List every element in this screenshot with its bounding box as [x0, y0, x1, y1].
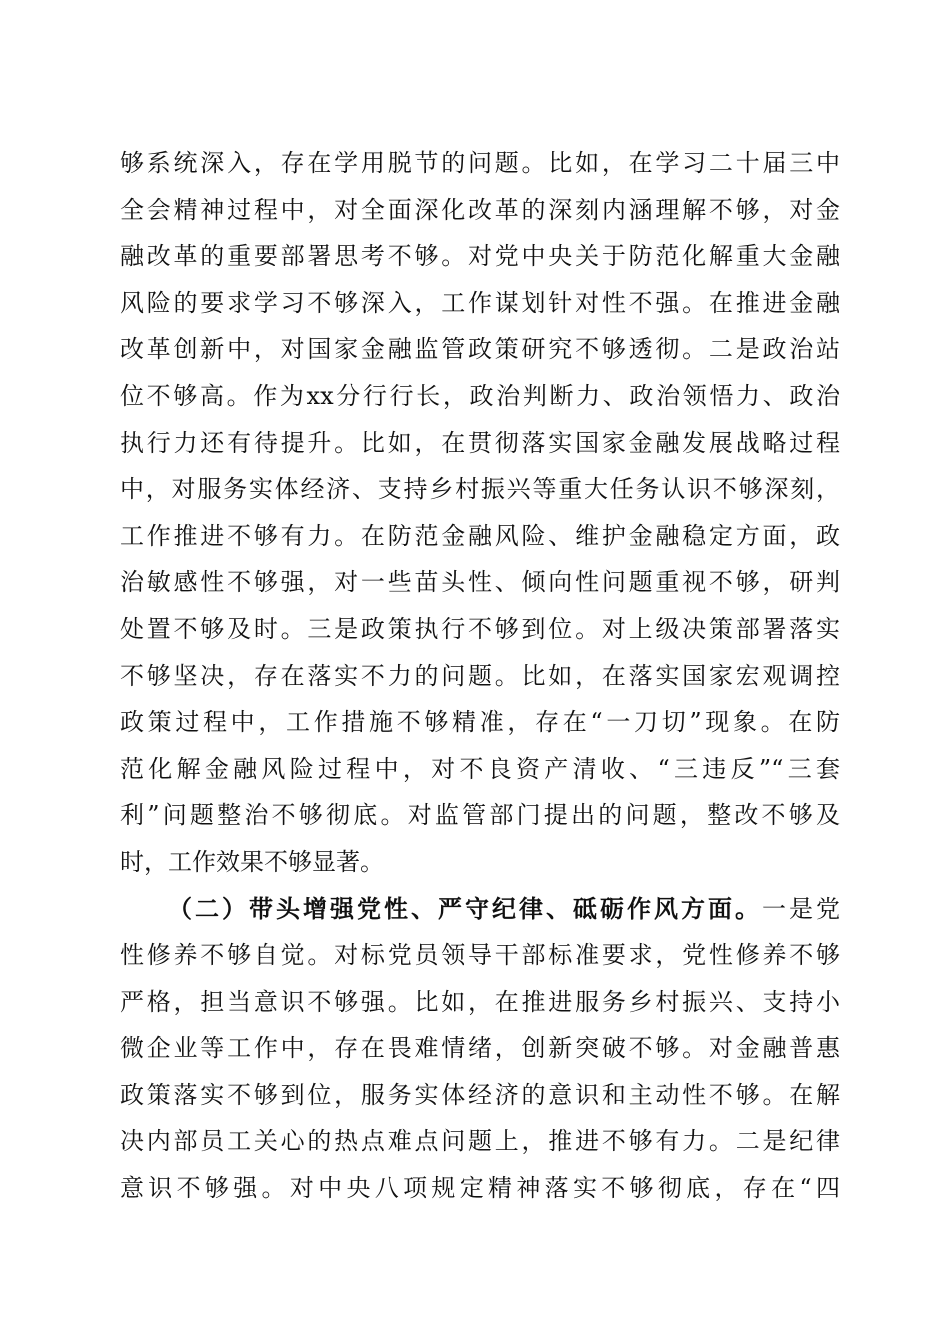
section-line-6: 意识不够强。对中央八项规定精神落实不够彻底，存在“四 [120, 1174, 840, 1203]
text-line-6: 位不够高。作为xx分行行长，政治判断力、政治领悟力、政治 [120, 381, 840, 410]
section-line-5: 决内部员工关心的热点难点问题上，推进不够有力。二是纪律 [120, 1127, 840, 1156]
text-line-7: 执行力还有待提升。比如，在贯彻落实国家金融发展战略过程 [120, 428, 840, 457]
document-body [120, 140, 840, 1212]
text-line-10: 治敏感性不够强，对一些苗头性、倾向性问题重视不够，研判 [120, 568, 840, 597]
section-heading: （二）带头增强党性、严守纪律、砥砺作风方面。 [168, 893, 762, 923]
text-line-12: 不够坚决，存在落实不力的问题。比如，在落实国家宏观调控 [120, 661, 840, 690]
text-line-4: 风险的要求学习不够深入，工作谋划针对性不强。在推进金融 [120, 288, 840, 317]
text-line-15: 利”问题整治不够彻底。对监管部门提出的问题，整改不够及 [120, 801, 840, 830]
section-first-line [120, 886, 840, 933]
text-line-13: 政策过程中，工作措施不够精准，存在“一刀切”现象。在防 [120, 708, 840, 737]
section-line-3: 微企业等工作中，存在畏难情绪，创新突破不够。对金融普惠 [120, 1034, 840, 1063]
section-line-4: 政策落实不够到位，服务实体经济的意识和主动性不够。在解 [120, 1080, 840, 1109]
text-line-1: 够系统深入，存在学用脱节的问题。比如，在学习二十届三中 [120, 149, 840, 177]
section-line-2: 严格，担当意识不够强。比如，在推进服务乡村振兴、支持小 [120, 987, 840, 1016]
text-line-5: 改革创新中，对国家金融监管政策研究不够透彻。二是政治站 [120, 335, 840, 364]
text-line-2: 全会精神过程中，对全面深化改革的深刻内涵理解不够，对金 [120, 195, 840, 224]
text-line-16: 时，工作效果不够显著。 [120, 847, 384, 876]
text-line-14: 范化解金融风险过程中，对不良资产清收、“三违反”“三套 [120, 754, 840, 783]
text-line-8: 中，对服务实体经济、支持乡村振兴等重大任务认识不够深刻， [120, 475, 840, 504]
text-line-11: 处置不够及时。三是政策执行不够到位。对上级决策部署落实 [120, 614, 840, 643]
text-line-3: 融改革的重要部署思考不够。对党中央关于防范化解重大金融 [120, 242, 840, 271]
text-line-9: 工作推进不够有力。在防范金融风险、维护金融稳定方面，政 [120, 521, 840, 550]
section-first-line-rest: 一是党 [762, 894, 840, 923]
section-line-1: 性修养不够自觉。对标党员领导干部标准要求，党性修养不够 [120, 941, 840, 970]
